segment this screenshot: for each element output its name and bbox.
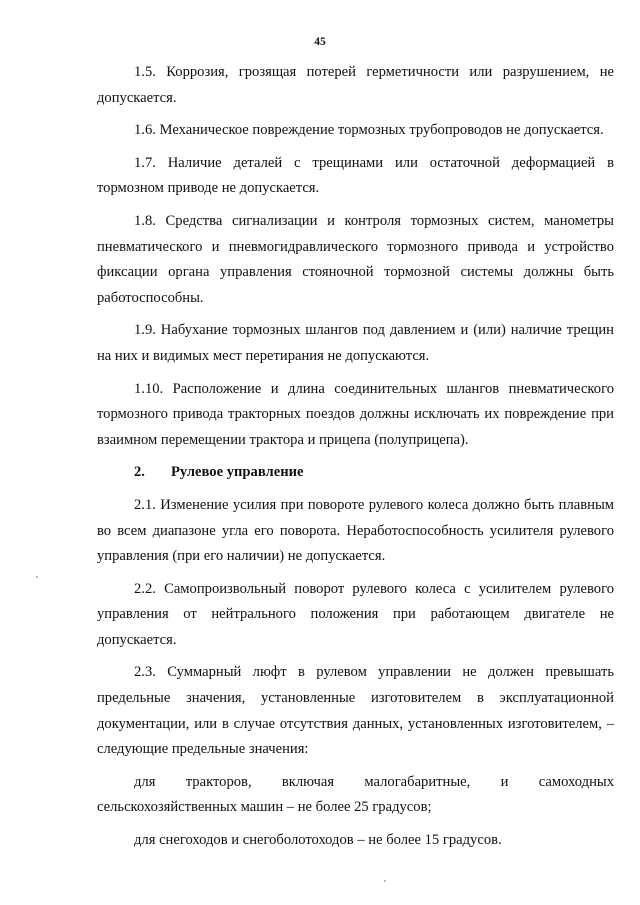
- section-heading: [97, 460, 614, 486]
- scan-speck: [384, 880, 386, 882]
- paragraph-2-3: 2.3. Суммарный люфт в рулевом управлении не должен превышать предельные значения, установленные изготовителем в эксплуатационной документации, или в случае отсутствия данных, установленных изготовителем, – следующие предельные значения:: [97, 664, 614, 758]
- paragraph-tractors-limit: для тракторов, включая малогабаритные, и самоходных сельскохозяйственных машин – не более 25 градусов;: [97, 773, 614, 816]
- document-body: [97, 60, 614, 861]
- paragraph-1-10: 1.10. Расположение и длина соединительных шлангов пневматического тормозного привода тракторных поездов должны исключать их повреждение при взаимном перемещении трактора и прицепа (полуприцепа).: [97, 380, 614, 448]
- paragraph-1-9: 1.9. Набухание тормозных шлангов под давлением и (или) наличие трещин на них и видимых мест перетирания не допускаются.: [97, 322, 614, 364]
- paragraph-snowmobile-limit: для снегоходов и снегоболотоходов – не более 15 градусов.: [134, 832, 502, 849]
- section-number: 2.: [134, 464, 145, 481]
- paragraph-2-2: 2.2. Самопроизвольный поворот рулевого колеса с усилителем рулевого управления от нейтрального положения при работающем двигателе не допускается.: [97, 580, 614, 648]
- paragraph-1-8: 1.8. Средства сигнализации и контроля тормозных систем, манометры пневматического и пневмогидравлического тормозного привода и устройство фиксации органа управления стояночной тормозной системы должны быть работоспособны.: [97, 212, 614, 306]
- page-number: 45: [314, 36, 326, 48]
- scan-speck: [36, 576, 38, 578]
- paragraph-2-1: 2.1. Изменение усилия при повороте рулевого колеса должно быть плавным во всем диапазоне угла его поворота. Неработоспособность усилителя рулевого управления (при его наличии) не допускается.: [97, 496, 614, 565]
- paragraph-1-6: 1.6. Механическое повреждение тормозных трубопроводов не допускается.: [134, 122, 604, 139]
- paragraph-1-7: 1.7. Наличие деталей с трещинами или остаточной деформацией в тормозном приводе не допускается.: [97, 154, 614, 197]
- paragraph-1-5: 1.5. Коррозия, грозящая потерей герметичности или разрушением, не допускается.: [97, 64, 614, 106]
- section-title: Рулевое управление: [171, 464, 304, 481]
